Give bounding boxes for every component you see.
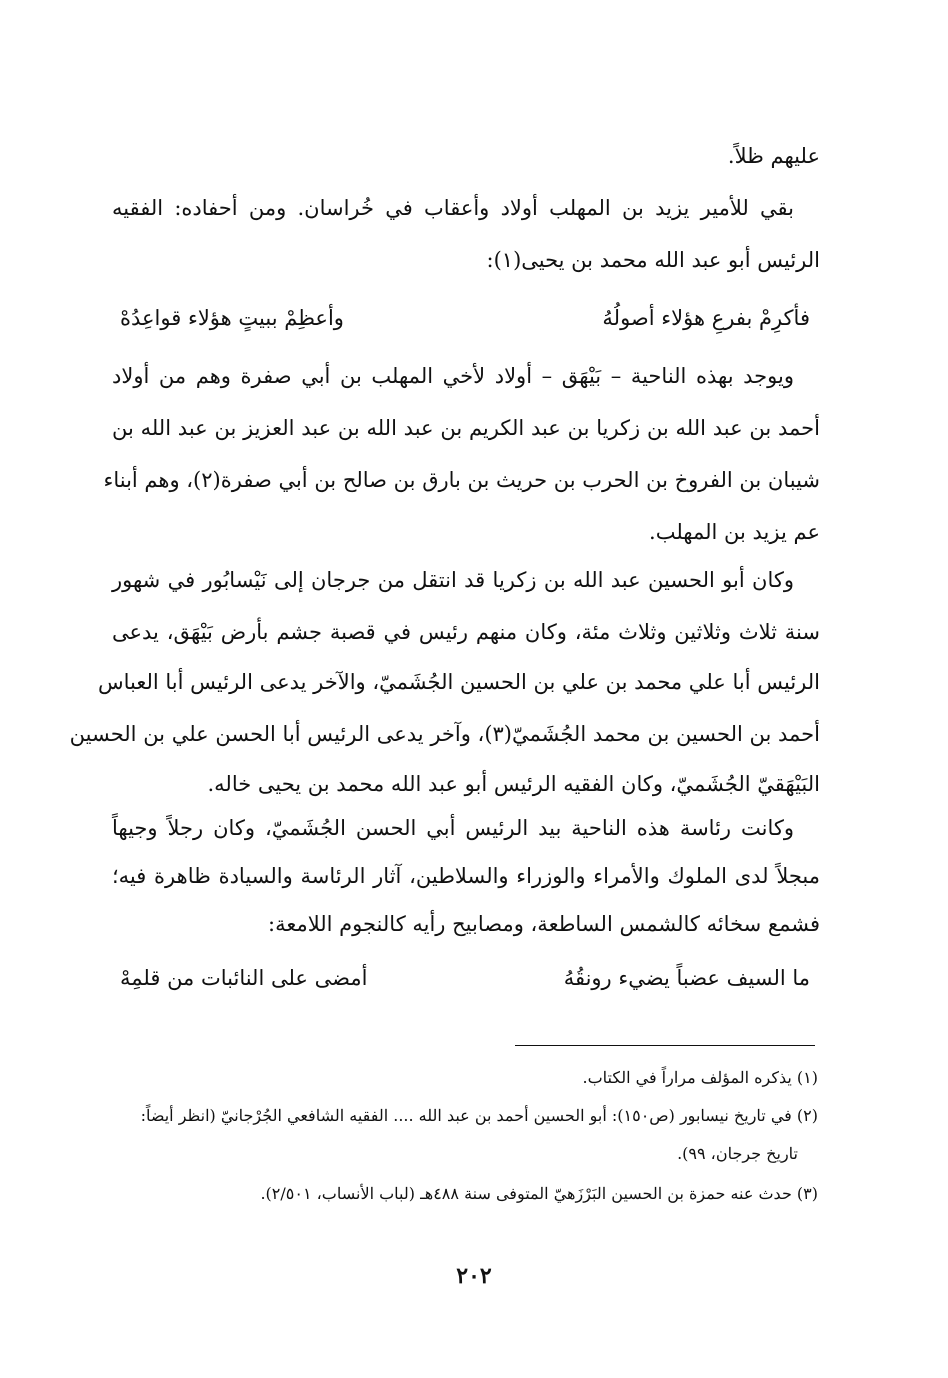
text-line-3: الرئيس أبو عبد الله محمد بن يحيى(١): (486, 248, 820, 272)
text-line-15: فشمع سخائه كالشمس الساطعة، ومصابيح رأيه كالنجوم اللامعة: (268, 912, 820, 936)
text-line-9: سنة ثلاث وثلاثين وثلاث مئة، وكان منهم رئيس في قصبة جشم بأرض بَيْهَق، يدعى (112, 620, 820, 644)
text-line-4: ويوجد بهذه الناحية – بَيْهَق – أولاد لأخي المهلب بن أبي صفرة وهم من أولاد (112, 364, 794, 388)
verse-1 (120, 306, 810, 330)
verse-1-second-hemistich: وأعظِمْ ببيتٍ هؤلاء قواعِدُهْ (120, 306, 344, 330)
page-number: ٢٠٢ (456, 1263, 492, 1289)
footnote-divider (515, 1045, 815, 1046)
text-line-6: شيبان بن الفروخ بن الحرب بن حريث بن بارق بن صالح بن أبي صفرة(٢)، وهم أبناء (103, 468, 820, 492)
text-line-7: عم يزيد بن المهلب. (649, 520, 820, 544)
footnote-2: (٢) في تاريخ نيسابور (ص١٥٠): أبو الحسين أحمد بن عبد الله .... الفقيه الشافعي الجُرْجانيّ (انظر أيضاً: (140, 1106, 818, 1125)
text-line-5: أحمد بن عبد الله بن زكريا بن عبد الكريم بن عبد الله بن عبد العزيز بن عبد الله بن (112, 416, 820, 440)
verse-1-first-hemistich: فأكرِمْ بفرعِ هؤلاء أصولُهُ (602, 306, 810, 330)
text-line-10: الرئيس أبا علي محمد بن علي بن الحسين الجُشَميّ، والآخر يدعى الرئيس أبا العباس (97, 670, 820, 694)
footnote-2-continued: تاريخ جرجان، ٩٩). (677, 1144, 798, 1163)
text-line-12: البَيْهَقيّ الجُشَميّ، وكان الفقيه الرئيس أبو عبد الله محمد بن يحيى خاله. (207, 772, 820, 796)
text-line-11: أحمد بن الحسين بن محمد الجُشَميّ(٣)، وآخر يدعى الرئيس أبا الحسن علي بن الحسين (69, 722, 820, 746)
verse-2-first-hemistich: ما السيف عضباً يضيء رونقُهُ (563, 966, 810, 990)
verse-2-second-hemistich: أمضى على النائبات من قلمِهْ (120, 966, 368, 990)
footnote-3: (٣) حدث عنه حمزة بن الحسين البَرْزَهيّ المتوفى سنة ٤٨٨هـ (لباب الأنساب، ٢/٥٠١). (260, 1184, 818, 1203)
verse-2 (120, 966, 810, 990)
footnote-1: (١) يذكره المؤلف مراراً في الكتاب. (582, 1068, 818, 1087)
text-line-8: وكان أبو الحسين عبد الله بن زكريا قد انتقل من جرجان إلى نَيْسابُور في شهور (112, 568, 794, 592)
text-line-13: وكانت رئاسة هذه الناحية بيد الرئيس أبي الحسن الجُشَميّ، وكان رجلاً وجيهاً (112, 816, 794, 840)
text-line-2: بقي للأمير يزيد بن المهلب أولاد وأعقاب في خُراسان. ومن أحفاده: الفقيه (112, 196, 794, 220)
text-line-14: مبجلاً لدى الملوك والأمراء والوزراء والسلاطين، آثار الرئاسة والسيادة ظاهرة فيه؛ (112, 864, 820, 888)
text-line-1: عليهم ظلاً. (727, 144, 820, 168)
